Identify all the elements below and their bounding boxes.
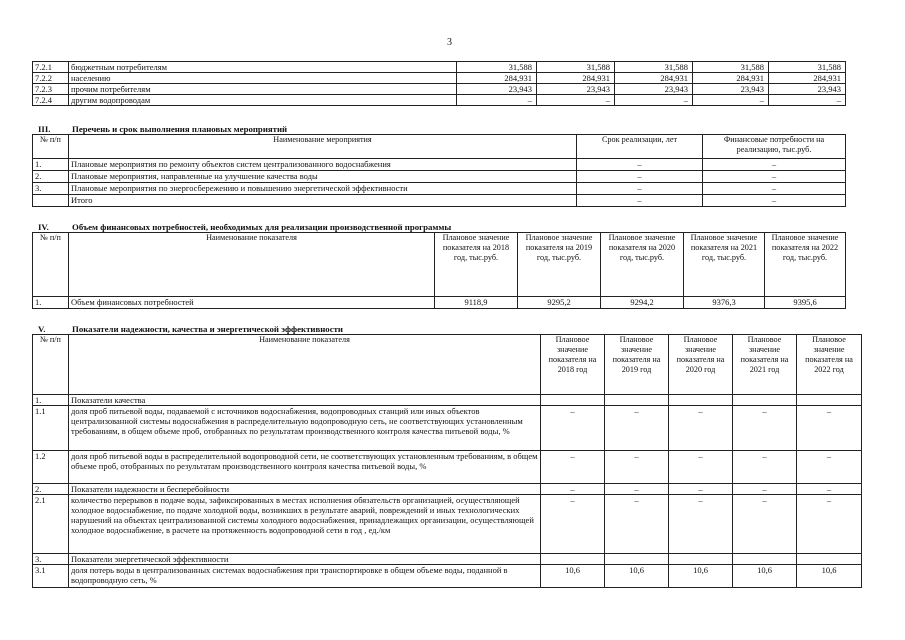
year-header: Плановое значение показателя на 2019 год, тыс.руб. [518,233,601,297]
row-name: доля потерь воды в централизованных системах водоснабжения при транспортировке в общем объеме воды, поданной в водопроводную сеть, % [69,565,541,588]
row-name: доля проб питьевой воды в распределительной водопроводной сети, не соответствующих установленным требованиям, в общем объеме проб, отобранных по результатам производственного контроля качества питьевой воды, % [69,451,541,484]
table-row [33,406,862,451]
row-value: 10,6 [605,565,669,588]
table-row [33,395,862,406]
year-header: Плановое значение показателя на 2021 год, тыс.руб. [684,233,765,297]
row-value [797,554,862,565]
row-value: – [797,495,862,554]
row-number: 1.1 [33,406,69,451]
table-row [33,554,862,565]
row-number: 3. [33,183,69,195]
row-name: населению [69,73,457,84]
row-name: прочим потребителям [69,84,457,95]
section-4-title: IV. Объем финансовых потребностей, необходимых для реализации производственной программы [38,222,452,232]
table-row [33,95,846,106]
row-value: – [797,451,862,484]
row-value [669,554,733,565]
row-number: 2.1 [33,495,69,554]
year-header: Плановое значение показателя на 2018 год, тыс.руб. [435,233,518,297]
row-term: – [577,183,703,195]
row-value [733,554,797,565]
row-value: 23,943 [457,84,537,95]
row-number: 1. [33,395,69,406]
row-value: 31,588 [457,62,537,73]
row-value: 284,931 [537,73,615,84]
row-value: – [797,406,862,451]
row-term: – [577,195,703,207]
row-value: – [733,406,797,451]
row-value: 23,943 [537,84,615,95]
row-value: 284,931 [457,73,537,84]
row-number: 7.2.1 [33,62,69,73]
row-value: – [733,451,797,484]
row-value: – [605,484,669,495]
row-value [669,395,733,406]
row-value: 284,931 [615,73,693,84]
table-row [33,484,862,495]
s4-head-num: № п/п [33,233,69,297]
row-fin: – [703,183,846,195]
table-row [33,159,846,171]
row-value: – [615,95,693,106]
row-value: 31,588 [615,62,693,73]
row-number: 1. [33,297,69,309]
year-header: Плановое значение показателя на 2018 год [541,335,605,395]
year-header: Плановое значение показателя на 2020 год, тыс.руб. [601,233,684,297]
row-value: – [769,95,846,106]
row-number: 2. [33,484,69,495]
table-row [33,73,846,84]
row-value [541,554,605,565]
page-number: 3 [447,37,452,48]
row-value: – [605,495,669,554]
row-value: 9295,2 [518,297,601,309]
row-name: Плановые мероприятия по энергосбережению и повышению энергетической эффективности [69,183,577,195]
row-value: – [541,451,605,484]
row-value: – [541,495,605,554]
row-value: – [733,495,797,554]
row-value: 10,6 [733,565,797,588]
s3-head-fin: Финансовые потребности на реализацию, тыс.руб. [703,135,846,159]
section-4-table [32,232,846,309]
row-name: Показатели энергетической эффективности [69,554,541,565]
row-name: доля проб питьевой воды, подаваемой с источников водоснабжения, водопроводных станций или иных объектов централизованной системы водоснабжения в распределительную водопроводную сеть, не соответствующих установленным требованиям, в общем объеме проб, отобранных по результатам производственного контроля качества питьевой воды, % [69,406,541,451]
row-number: 7.2.2 [33,73,69,84]
row-value: 284,931 [693,73,769,84]
year-header: Плановое значение показателя на 2021 год [733,335,797,395]
year-header: Плановое значение показателя на 2019 год [605,335,669,395]
row-value: 31,588 [537,62,615,73]
row-value: 10,6 [669,565,733,588]
s4-head-name: Наименование показателя [69,233,435,297]
row-value: – [541,484,605,495]
year-header: Плановое значение показателя на 2022 год, тыс.руб. [765,233,846,297]
row-value: – [733,484,797,495]
section-3-table [32,134,846,207]
row-name: Показатели надежности и бесперебойности [69,484,541,495]
section-3-title: III. Перечень и срок выполнения плановых мероприятий [38,124,288,134]
table-row [33,171,846,183]
row-number: 1.2 [33,451,69,484]
row-number: 7.2.3 [33,84,69,95]
row-value [541,395,605,406]
row-value [605,554,669,565]
row-value: – [669,406,733,451]
s5-head-name: Наименование показателя [69,335,541,395]
row-term: – [577,159,703,171]
row-value: 10,6 [541,565,605,588]
row-number: 7.2.4 [33,95,69,106]
row-value: 9294,2 [601,297,684,309]
section-5-title: V. Показатели надежности, качества и энергетической эффективности [38,324,343,334]
row-value: 23,943 [615,84,693,95]
row-value: – [797,484,862,495]
table-row [33,84,846,95]
row-value: 23,943 [769,84,846,95]
row-name: Плановые мероприятия по ремонту объектов систем централизованного водоснабжения [69,159,577,171]
table-row [33,495,862,554]
row-name: другим водопроводам [69,95,457,106]
row-value: – [693,95,769,106]
row-term: – [577,171,703,183]
section-5-table [32,334,862,588]
row-fin: – [703,159,846,171]
row-number [33,195,69,207]
row-value: – [605,406,669,451]
row-value: – [457,95,537,106]
table-row [33,62,846,73]
row-value: 9376,3 [684,297,765,309]
row-value: 23,943 [693,84,769,95]
top-table [32,61,846,106]
table-row [33,297,846,309]
row-value: – [541,406,605,451]
row-name: количество перерывов в подаче воды, зафиксированных в местах исполнения обязательств организацией, осуществляющей холодное водоснабжение, по подаче холодной воды, возникших в результате аварий, повреждений и иных технологических нарушений на объектах централизованной системы холодного водоснабжения, принадлежащих организации, осуществляющей холодное водоснабжение, в расчете на протяженность водопроводной сети в год , ед./км [69,495,541,554]
row-value: – [669,495,733,554]
row-name: Итого [69,195,577,207]
table-row [33,183,846,195]
row-number: 3.1 [33,565,69,588]
row-value: – [605,451,669,484]
row-number: 2. [33,171,69,183]
row-value: – [669,484,733,495]
year-header: Плановое значение показателя на 2020 год [669,335,733,395]
row-value: 284,931 [769,73,846,84]
row-value: 9395,6 [765,297,846,309]
row-value: – [669,451,733,484]
row-value: 9118,9 [435,297,518,309]
s3-head-term: Срок реализации, лет [577,135,703,159]
row-value: 31,588 [769,62,846,73]
row-value [733,395,797,406]
row-value: 31,588 [693,62,769,73]
row-number: 1. [33,159,69,171]
row-name: бюджетным потребителям [69,62,457,73]
row-name: Показатели качества [69,395,541,406]
table-row [33,565,862,588]
row-name: Объем финансовых потребностей [69,297,435,309]
row-name: Плановые мероприятия, направленные на улучшение качества воды [69,171,577,183]
row-value: 10,6 [797,565,862,588]
s3-head-num: № п/п [33,135,69,159]
row-number: 3. [33,554,69,565]
year-header: Плановое значение показателя на 2022 год [797,335,862,395]
row-value [797,395,862,406]
s5-head-num: № п/п [33,335,69,395]
table-row [33,451,862,484]
row-value [605,395,669,406]
row-fin: – [703,195,846,207]
row-fin: – [703,171,846,183]
s3-head-name: Наименование мероприятия [69,135,577,159]
row-value: – [537,95,615,106]
table-row [33,195,846,207]
